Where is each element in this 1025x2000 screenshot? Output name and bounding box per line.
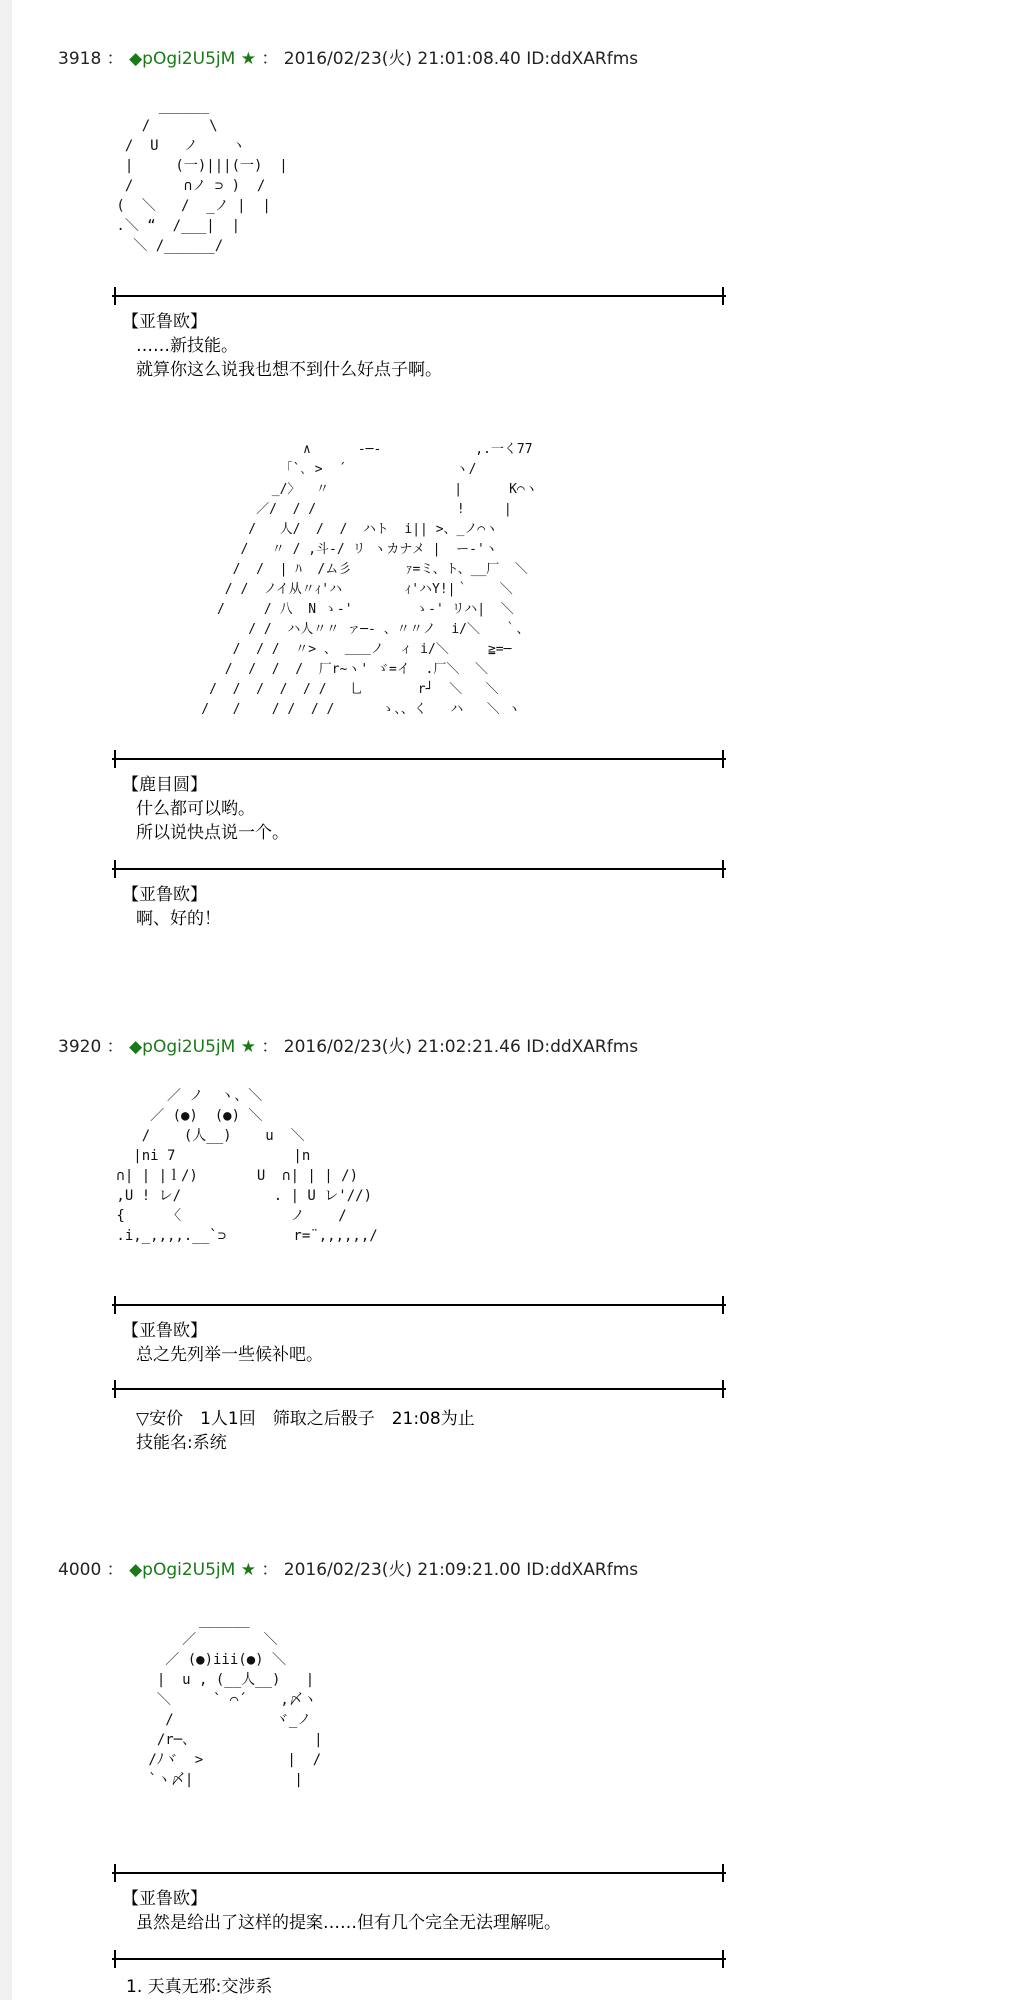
speaker-label: 【亚鲁欧】 xyxy=(122,1321,207,1341)
divider-cross-right xyxy=(722,1296,724,1314)
divider xyxy=(112,295,726,297)
dialog-line: 啊、好的！ xyxy=(136,909,221,929)
dialog-line: ▽安价 1人1回 筛取之后骰子 21:08为止 xyxy=(136,1409,475,1429)
divider xyxy=(112,1872,726,1874)
dialog-line: 就算你这么说我也想不到什么好点子啊。 xyxy=(136,360,442,380)
dialog-line: ……新技能。 xyxy=(136,336,238,356)
ascii-art-yaruo-3: ______ ／ ＼ ／ (●)iii(●) ＼ | u , (__人__) | ＼ ` ⌒´ ,〆ヽ / ヾ_ノ /r─、 | /ﾉヾ > | / `ヽ〆| | xyxy=(148,1612,323,1788)
dialog-line: 总之先列举一些候补吧。 xyxy=(136,1345,323,1365)
post-header-4000: 4000 ： ◆pOgi2U5jM ★ ： 2016/02/23(火) 21:09:21.00 ID:ddXARfms xyxy=(58,1560,639,1580)
ascii-art-yaruo-1: ______ / \ / U ノ ヽ | (一)|||(一) | / ∩ノ ⊃ ) / ( ＼ / _ノ | | .＼ “ /___| | ＼ /______/ xyxy=(116,98,288,254)
dialog-line: 什么都可以哟。 xyxy=(136,799,255,819)
divider xyxy=(112,1304,726,1306)
dialog-line: 1. 天真无邪:交涉系 xyxy=(126,1977,273,1997)
divider-cross-right xyxy=(722,750,724,768)
divider-cross-left xyxy=(114,860,116,878)
post-id: ID:ddXARfms xyxy=(526,49,639,69)
post-number: 3918 xyxy=(58,49,102,69)
divider-cross-right xyxy=(722,287,724,305)
divider-cross-left xyxy=(114,1864,116,1882)
speaker-label: 【亚鲁欧】 xyxy=(122,885,207,905)
post-date: 2016/02/23(火) 21:02:21.46 xyxy=(283,1037,521,1057)
divider-cross-right xyxy=(722,1864,724,1882)
post-trip: ◆pOgi2U5jM xyxy=(129,1560,236,1580)
post-number: 3920 xyxy=(58,1037,102,1057)
post-date: 2016/02/23(火) 21:01:08.40 xyxy=(283,49,521,69)
star-icon: ★ xyxy=(240,49,256,69)
divider xyxy=(112,758,726,760)
dialog-line: 技能名:系统 xyxy=(136,1433,227,1453)
star-icon: ★ xyxy=(240,1037,256,1057)
post-id: ID:ddXARfms xyxy=(526,1560,639,1580)
ascii-art-yaruo-2: ／ ノ ヽ、＼ ／ (●) (●) ＼ / (人__) u ＼ |ni 7 |n ∩| | |ｌ/) U ∩| | | /) ,U ! レ/ . | U レ'//) { 〈 ノ / .i,_,,,,.__`⊃ r=¨,,,,,,/ xyxy=(116,1088,378,1244)
divider-cross-right xyxy=(722,1380,724,1398)
divider xyxy=(112,1388,726,1390)
divider xyxy=(112,868,726,870)
speaker-label: 【亚鲁欧】 xyxy=(122,312,207,332)
divider-cross-left xyxy=(114,1380,116,1398)
post-date: 2016/02/23(火) 21:09:21.00 xyxy=(283,1560,521,1580)
post-header-3920: 3920 ： ◆pOgi2U5jM ★ ： 2016/02/23(火) 21:02:21.46 ID:ddXARfms xyxy=(58,1037,639,1057)
ascii-art-madoka: ∧ -─‐ ,.一く77 「`､ > ´ ヽ/ _/〉 〃 | K⌒ヽ ／/ / / ! | / 人/ / / ハト i|| >、_ノ⌒ヽ / 〃 / ,斗-/ リ ヽカナメ | ー‐'ヽ / / | ﾊ /ム彡 ｧ=ミ、ト、__厂 ＼ / / ノイ从〃ｨ'ハ ｨ'ハY!|｀ ＼ / / 八 N ゝ-' ゝ-' リハ| ＼ / / ハ人〃〃 ァ─‐ 、〃〃ノ i/＼ ｀、 / / / 〃> 、 ＿＿ノ ィ i/＼ ≧=─ / / / / 厂r~ヽ' ゞ=イ .厂＼ ＼ / / / / / / 乚 r┘ ＼ ＼ / / / / / / ゝ、、く ハ ＼ ヽ xyxy=(201,442,538,717)
divider-cross-left xyxy=(114,1296,116,1314)
post-trip: ◆pOgi2U5jM xyxy=(129,1037,236,1057)
speaker-label: 【亚鲁欧】 xyxy=(122,1889,207,1909)
page-left-margin xyxy=(0,0,12,2000)
divider-cross-right xyxy=(722,1950,724,1968)
dialog-line: 所以说快点说一个。 xyxy=(136,823,289,843)
divider-cross-right xyxy=(722,860,724,878)
post-trip: ◆pOgi2U5jM xyxy=(129,49,236,69)
star-icon: ★ xyxy=(240,1560,256,1580)
dialog-line: 虽然是给出了这样的提案……但有几个完全无法理解呢。 xyxy=(136,1913,561,1933)
post-id: ID:ddXARfms xyxy=(526,1037,639,1057)
divider-cross-left xyxy=(114,287,116,305)
post-header-3918: 3918 ： ◆pOgi2U5jM ★ ： 2016/02/23(火) 21:01:08.40 ID:ddXARfms xyxy=(58,49,639,69)
post-number: 4000 xyxy=(58,1560,102,1580)
divider xyxy=(112,1958,726,1960)
divider-cross-left xyxy=(114,1950,116,1968)
divider-cross-left xyxy=(114,750,116,768)
speaker-label: 【鹿目圆】 xyxy=(122,775,207,795)
